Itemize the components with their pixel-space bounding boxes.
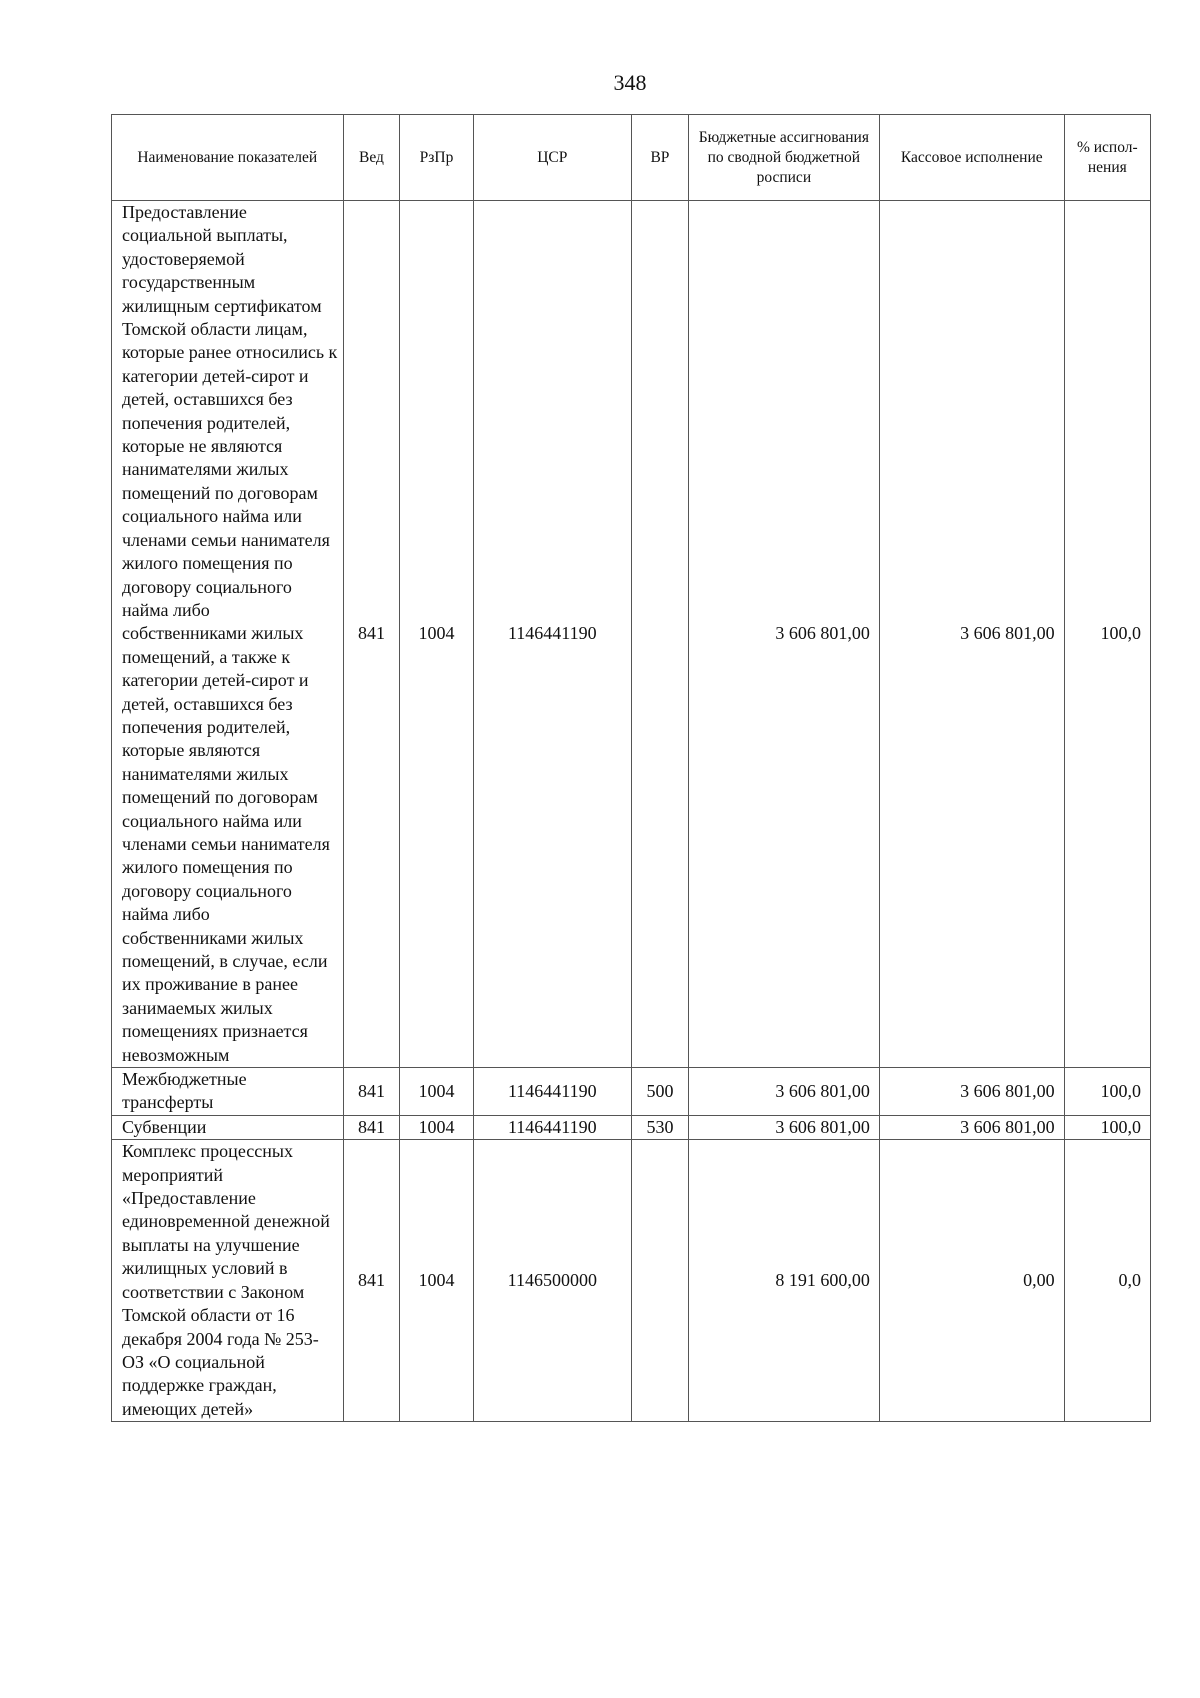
table-row [112, 1140, 1151, 1422]
row-percent: 100,0 [1064, 1068, 1150, 1116]
row-rzpr: 1004 [400, 1068, 473, 1116]
row-name: Комплекс процессных мероприятий «Предоставление единовременной денежной выплаты на улучшение жилищных условий в соответствии с Законом Томской области от 16 декабря 2004 года № 253-ОЗ «О социальной поддержке граждан, имеющих детей» [112, 1140, 344, 1422]
table-row [112, 1068, 1151, 1116]
header-csr: ЦСР [473, 115, 631, 201]
header-rzpr: РзПр [400, 115, 473, 201]
row-name: Предоставление социальной выплаты, удостоверяемой государственным жилищным сертификатом Томской области лицам, которые ранее относились к категории детей-сирот и детей, оставшихся без попечения родителей, которые не являются нанимателями жилых помещений по договорам социального найма или членами семьи нанимателя жилого помещения по договору социального найма либо собственниками жилых помещений, а также к категории детей-сирот и детей, оставшихся без попечения родителей, которые являются нанимателями жилых помещений по договорам социального найма или членами семьи нанимателя жилого помещения по договору социального найма либо собственниками жилых помещений, в случае, если их проживание в ранее занимаемых жилых помещениях признается невозможным [112, 201, 344, 1068]
row-assignments: 3 606 801,00 [688, 1068, 879, 1116]
row-percent: 100,0 [1064, 201, 1150, 1068]
table-row [112, 201, 1151, 1068]
table-header-row [112, 115, 1151, 201]
row-ved: 841 [343, 1068, 400, 1116]
header-assignments: Бюджетные ассигнования по сводной бюджетной росписи [688, 115, 879, 201]
row-execution: 3 606 801,00 [879, 201, 1064, 1068]
row-name: Межбюджетные трансферты [112, 1068, 344, 1116]
row-assignments: 3 606 801,00 [688, 201, 879, 1068]
row-vr: 530 [632, 1115, 689, 1139]
row-ved: 841 [343, 201, 400, 1068]
row-ved: 841 [343, 1115, 400, 1139]
row-assignments: 8 191 600,00 [688, 1140, 879, 1422]
row-ved: 841 [343, 1140, 400, 1422]
row-csr: 1146441190 [473, 1115, 631, 1139]
row-percent: 0,0 [1064, 1140, 1150, 1422]
row-execution: 0,00 [879, 1140, 1064, 1422]
row-rzpr: 1004 [400, 1140, 473, 1422]
row-vr [632, 1140, 689, 1422]
row-percent: 100,0 [1064, 1115, 1150, 1139]
row-name: Субвенции [112, 1115, 344, 1139]
row-execution: 3 606 801,00 [879, 1115, 1064, 1139]
header-vr: ВР [632, 115, 689, 201]
row-assignments: 3 606 801,00 [688, 1115, 879, 1139]
row-execution: 3 606 801,00 [879, 1068, 1064, 1116]
row-rzpr: 1004 [400, 1115, 473, 1139]
table-row [112, 1115, 1151, 1139]
row-csr: 1146441190 [473, 1068, 631, 1116]
row-vr [632, 201, 689, 1068]
header-ved: Вед [343, 115, 400, 201]
header-execution: Кассовое исполнение [879, 115, 1064, 201]
header-percent: % испол-нения [1064, 115, 1150, 201]
row-rzpr: 1004 [400, 201, 473, 1068]
header-name: Наименование показателей [112, 115, 344, 201]
row-csr: 1146441190 [473, 201, 631, 1068]
row-vr: 500 [632, 1068, 689, 1116]
row-csr: 1146500000 [473, 1140, 631, 1422]
budget-execution-table [111, 114, 1151, 1422]
page-number: 348 [613, 70, 647, 95]
